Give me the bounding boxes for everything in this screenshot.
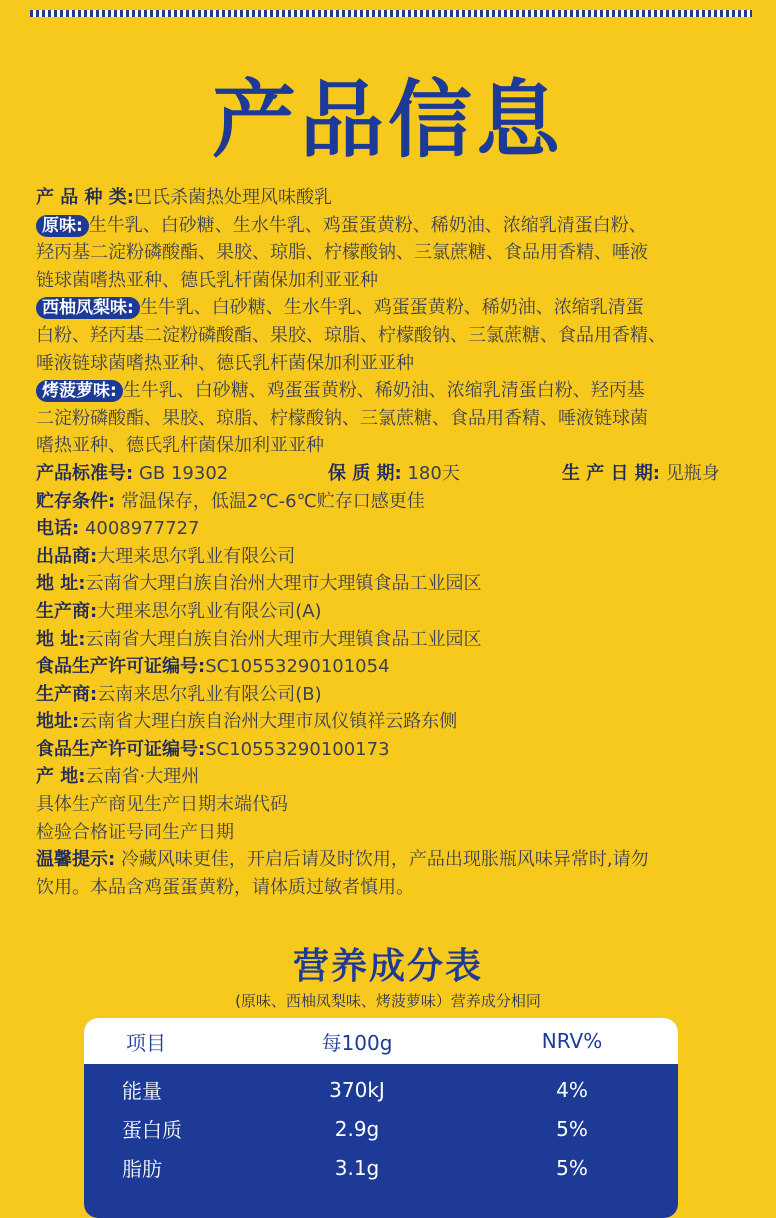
- production-date-value: 见瓶身: [665, 462, 720, 484]
- row-energy-nrv: 4%: [556, 1077, 588, 1102]
- license-a-label: 食品生产许可证编号:: [36, 656, 206, 678]
- shelf-life-label: 保 质 期:: [328, 462, 402, 484]
- row-protein-name: 蛋白质: [122, 1118, 182, 1142]
- address-b-row: [36, 708, 748, 736]
- flavor-original-ingredients-1: 生牛乳、白砂糖、生水牛乳、鸡蛋蛋黄粉、稀奶油、浓缩乳清蛋白粉、: [88, 214, 647, 236]
- flavor-pineapple-badge: 烤菠萝味:: [36, 380, 123, 402]
- type-label: 产 品 种 类:: [36, 187, 134, 208]
- address-a-label: 地 址:: [36, 628, 86, 650]
- nutrition-table-header: [84, 1018, 678, 1064]
- phone-label: 电话:: [36, 518, 80, 540]
- flavor-grapefruit-badge: 西柚凤梨味:: [36, 297, 140, 319]
- note-manufacturer-code: 具体生产商见生产日期末端代码: [36, 794, 288, 816]
- header-item: 项目: [126, 1030, 166, 1055]
- nutrition-title: 营养成分表: [292, 946, 483, 987]
- flavor-grapefruit-line1: [36, 294, 748, 322]
- manufacturer-a-value: 大理来思尔乳业有限公司(A): [97, 600, 322, 622]
- page-title: 产品信息: [211, 71, 564, 169]
- manufacturer-a-row: [36, 598, 748, 626]
- storage-label: 贮存条件:: [36, 490, 116, 512]
- address-value: 云南省大理白族自治州大理市大理镇食品工业园区: [85, 573, 482, 595]
- manufacturer-b-row: [36, 681, 748, 709]
- header-nrv: NRV%: [541, 1029, 603, 1053]
- note-inspection: 检验合格证号同生产日期: [36, 821, 234, 843]
- header-per100g: 每100g: [321, 1030, 393, 1055]
- row-fat-value: 3.1g: [334, 1155, 380, 1180]
- standard-label: 产品标准号:: [36, 462, 134, 484]
- address-b-label: 地址:: [36, 711, 80, 733]
- flavor-original-ingredients-3: 链球菌嗜热亚种、德氏乳杆菌保加利亚亚种: [36, 269, 378, 291]
- tip-line2: 饮用。本品含鸡蛋蛋黄粉，请体质过敏者慎用。: [36, 876, 414, 898]
- address-label: 地 址:: [36, 573, 86, 595]
- origin-label: 产 地:: [36, 766, 86, 788]
- license-a-value: SC10553290101054: [205, 656, 390, 678]
- table-row: [84, 1109, 678, 1148]
- row-energy-value: 370kJ: [329, 1077, 385, 1102]
- shelf-life-value: 180天: [407, 462, 460, 484]
- tip-label: 温馨提示:: [36, 849, 116, 871]
- producer-label: 出品商:: [36, 545, 98, 567]
- address-b-value: 云南省大理白族自治州大理市凤仪镇祥云路东侧: [79, 711, 458, 733]
- flavor-pineapple-ingredients-2: 二淀粉磷酸酯、果胶、琼脂、柠檬酸钠、三氯蔗糖、食品用香精、唾液链球菌: [36, 407, 648, 429]
- table-row: [84, 1148, 678, 1187]
- product-info-block: [36, 184, 748, 901]
- address-row: [36, 570, 748, 598]
- nutrition-subtitle: (原味、西柚凤梨味、烤菠萝味）营养成分相同: [235, 992, 541, 1010]
- flavor-original-ingredients-2: 羟丙基二淀粉磷酸酯、果胶、琼脂、柠檬酸钠、三氯蔗糖、食品用香精、唾液: [36, 242, 648, 264]
- dotted-top-border: [30, 10, 752, 17]
- manufacturer-b-value: 云南来思尔乳业有限公司(B): [97, 683, 322, 705]
- origin-value: 云南省·大理州: [85, 766, 200, 788]
- row-fat-name: 脂肪: [122, 1157, 162, 1181]
- flavor-original-line1: [36, 212, 748, 240]
- manufacturer-a-label: 生产商:: [36, 600, 98, 622]
- flavor-original-badge: 原味:: [36, 215, 89, 237]
- storage-value: 常温保存，低温2℃-6℃贮存口感更佳: [120, 490, 425, 512]
- flavor-pineapple-ingredients-1: 生牛乳、白砂糖、鸡蛋蛋黄粉、稀奶油、浓缩乳清蛋白粉、羟丙基: [122, 380, 645, 402]
- nutrition-table: [84, 1018, 678, 1218]
- phone-row: [36, 515, 748, 543]
- standard-shelf-date-row: [36, 460, 748, 488]
- row-energy-name: 能量: [122, 1079, 162, 1103]
- flavor-pineapple-line1: [36, 377, 748, 405]
- origin-row: [36, 763, 748, 791]
- shelf-life-cell: [328, 460, 562, 488]
- row-protein-value: 2.9g: [334, 1116, 380, 1141]
- license-b-value: SC10553290100173: [205, 738, 390, 760]
- flavor-grapefruit-ingredients-2: 白粉、羟丙基二淀粉磷酸酯、果胶、琼脂、柠檬酸钠、三氯蔗糖、食品用香精、: [36, 324, 666, 346]
- manufacturer-b-label: 生产商:: [36, 683, 98, 705]
- nutrition-table-body: [84, 1064, 678, 1187]
- license-a-row: [36, 653, 748, 681]
- address-a-row: [36, 626, 748, 654]
- production-date-label: 生 产 日 期:: [562, 462, 660, 484]
- license-b-label: 食品生产许可证编号:: [36, 738, 206, 760]
- type-row: [36, 184, 748, 212]
- flavor-grapefruit-ingredients-3: 唾液链球菌嗜热亚种、德氏乳杆菌保加利亚亚种: [36, 352, 414, 374]
- producer-value: 大理来思尔乳业有限公司: [97, 545, 296, 567]
- tip-row: [36, 846, 748, 874]
- flavor-grapefruit-ingredients-1: 生牛乳、白砂糖、生水牛乳、鸡蛋蛋黄粉、稀奶油、浓缩乳清蛋: [139, 297, 644, 319]
- producer-row: [36, 543, 748, 571]
- storage-row: [36, 488, 748, 516]
- flavor-pineapple-ingredients-3: 嗜热亚种、德氏乳杆菌保加利亚亚种: [36, 435, 324, 457]
- license-b-row: [36, 736, 748, 764]
- production-date-cell: [562, 460, 720, 488]
- table-row: [84, 1070, 678, 1109]
- row-protein-nrv: 5%: [556, 1116, 588, 1141]
- phone-value: 4008977727: [84, 518, 200, 540]
- address-a-value: 云南省大理白族自治州大理市大理镇食品工业园区: [85, 628, 482, 650]
- tip-line1: 冷藏风味更佳，开启后请及时饮用，产品出现胀瓶风味异常时,请勿: [120, 849, 649, 871]
- standard-value: GB 19302: [138, 462, 229, 484]
- type-value: 巴氏杀菌热处理风味酸乳: [134, 187, 332, 208]
- row-fat-nrv: 5%: [556, 1155, 588, 1180]
- standard-cell: [36, 460, 328, 488]
